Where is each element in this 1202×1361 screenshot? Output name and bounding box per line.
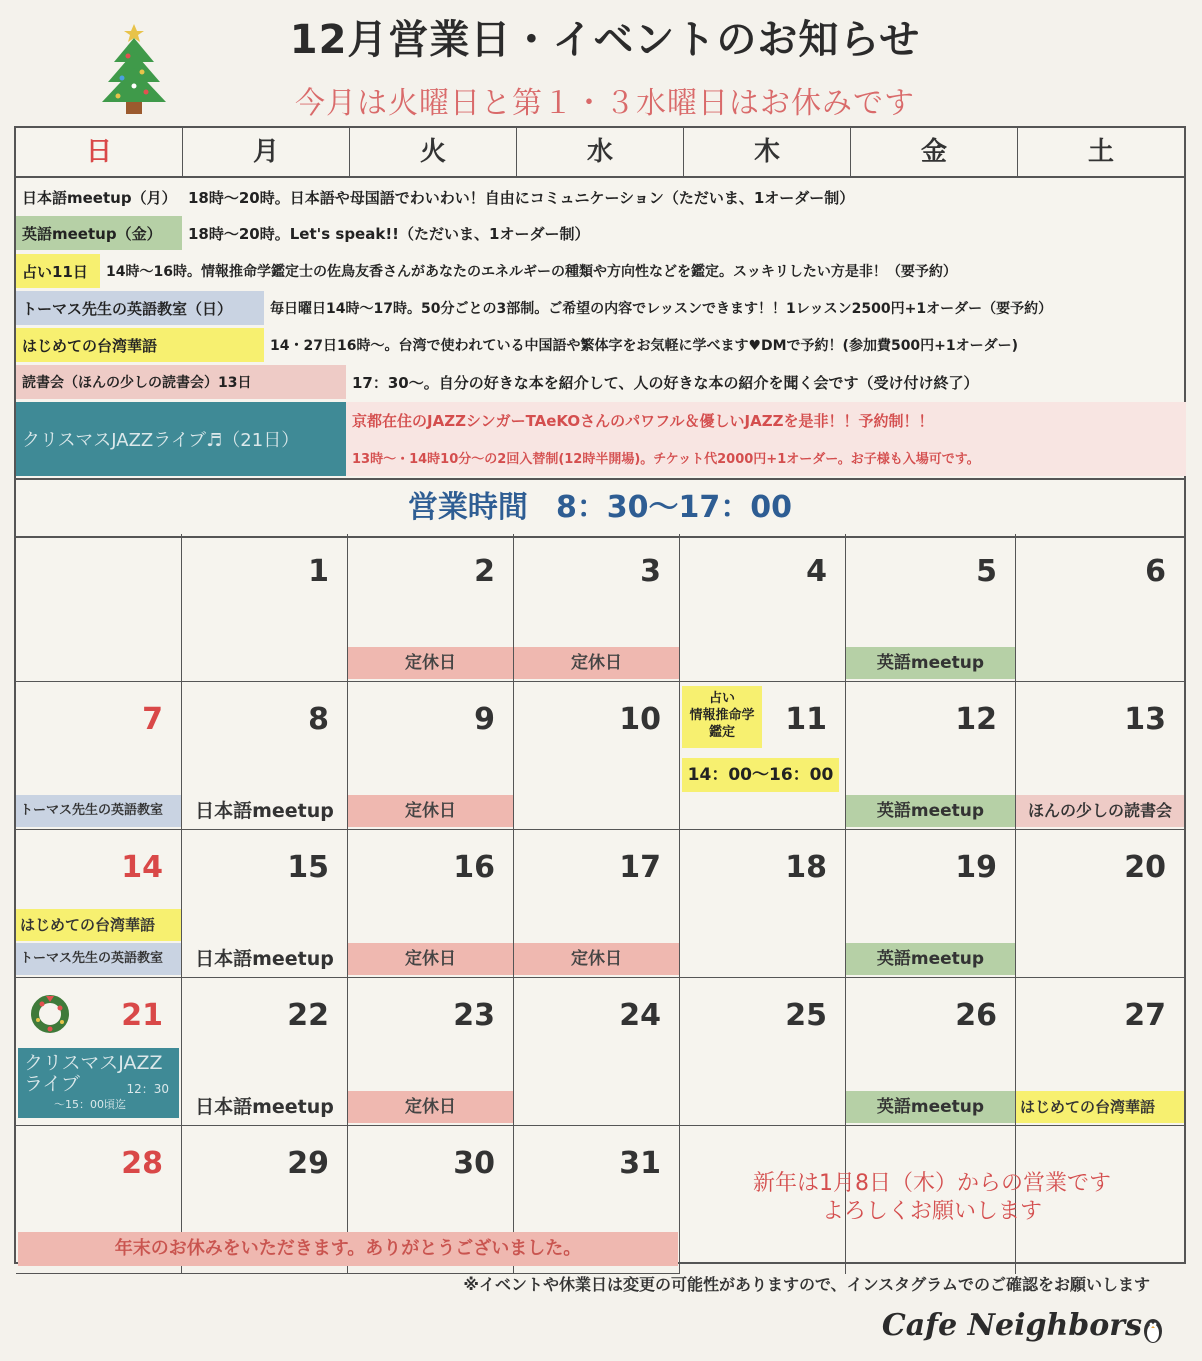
info-desc: 18時〜20時。Let's speak!!（ただいま、1オーダー制）	[188, 224, 590, 243]
day-number: 3	[640, 554, 661, 589]
day-cell	[846, 978, 1016, 1126]
day-cell	[348, 682, 514, 830]
english-meetup-badge: 英語meetup	[846, 1091, 1015, 1123]
day-number: 25	[785, 998, 827, 1033]
fortune-time: 14：00〜16：00	[682, 758, 839, 792]
thomas-english-badge: トーマス先生の英語教室	[16, 795, 181, 827]
info-desc: 17：30〜。自分の好きな本を紹介して、人の好きな本の紹介を聞く会です（受け付け終了）	[352, 373, 979, 392]
day-number: 15	[287, 850, 329, 885]
day-cell	[16, 830, 182, 978]
info-row-book-club	[16, 365, 1184, 399]
taiwan-chinese-badge: はじめての台湾華語	[16, 909, 181, 941]
day-number: 28	[121, 1146, 163, 1181]
day-number: 30	[453, 1146, 495, 1181]
weekday-tue: 火	[350, 128, 517, 176]
day-cell	[348, 830, 514, 978]
info-desc: 14・27日16時〜。台湾で使われている中国語や繁体字をお気軽に学べます♥DMで予約！(参加費500円+1オーダー)	[270, 338, 1019, 354]
day-number: 18	[785, 850, 827, 885]
hours-label: 営業時間	[407, 490, 528, 525]
day-number: 10	[619, 702, 661, 737]
info-tag: はじめての台湾華語	[16, 328, 264, 362]
day-cell	[680, 830, 846, 978]
day-number: 16	[453, 850, 495, 885]
day-cell	[680, 682, 846, 830]
info-tag: 英語meetup（金）	[16, 216, 182, 250]
day-number: 7	[142, 702, 163, 737]
day-cell	[16, 682, 182, 830]
info-row-taiwan-chinese	[16, 328, 1184, 362]
weekday-sat: 土	[1087, 137, 1114, 167]
closed-badge: 定休日	[514, 647, 679, 679]
page-title: 12月営業日・イベントのお知らせ	[289, 17, 921, 63]
new-year-line-2: よろしくお願いします	[821, 1199, 1042, 1224]
info-row-fortune	[16, 254, 1184, 288]
day-number: 29	[287, 1146, 329, 1181]
weekday-thu: 木	[684, 128, 851, 176]
day-number: 5	[976, 554, 997, 589]
day-cell	[182, 682, 348, 830]
day-cell	[514, 978, 680, 1126]
jazz-cell-title-2: ライブ	[24, 1073, 80, 1095]
day-number: 21	[121, 998, 163, 1033]
day-number: 9	[474, 702, 495, 737]
day-number: 14	[121, 850, 163, 885]
day-cell	[514, 534, 680, 682]
weekday-sun: 日	[16, 128, 183, 176]
day-number: 20	[1124, 850, 1166, 885]
fortune-text: 情報推命学	[689, 708, 755, 723]
weekday-wed: 水	[517, 128, 684, 176]
info-row-japanese-meetup	[16, 180, 1184, 214]
english-meetup-badge: 英語meetup	[846, 795, 1015, 827]
day-number: 23	[453, 998, 495, 1033]
info-tag: 日本語meetup（月）	[22, 188, 177, 207]
day-cell	[1016, 978, 1184, 1126]
jazz-cell-time: 12：30	[126, 1082, 169, 1096]
day-cell	[680, 978, 846, 1126]
closed-badge: 定休日	[348, 795, 513, 827]
jazz-cell-time-2: 〜15：00頃迄	[54, 1098, 126, 1111]
fortune-text: 鑑定	[708, 725, 735, 740]
weekday-header	[16, 128, 1184, 178]
day-cell	[846, 682, 1016, 830]
japanese-meetup-badge: 日本語meetup	[195, 800, 334, 822]
info-tag: トーマス先生の英語教室（日）	[16, 291, 264, 325]
japanese-meetup-badge: 日本語meetup	[195, 948, 334, 970]
day-number: 12	[955, 702, 997, 737]
day-cell	[1016, 682, 1184, 830]
day-number: 22	[287, 998, 329, 1033]
day-cell	[514, 830, 680, 978]
christmas-tree-icon	[98, 20, 170, 116]
day-cell	[348, 978, 514, 1126]
weekday-mon: 月	[183, 128, 350, 176]
day-cell	[16, 534, 182, 682]
weekday-fri: 金	[851, 128, 1018, 176]
info-desc: 毎日曜日14時〜17時。50分ごとの3部制。ご希望の内容でレッスンできます！！1レッスン2500円+1オーダー（要予約）	[270, 301, 1053, 317]
year-end-banner: 年末のお休みをいただきます。ありがとうございました。	[18, 1232, 678, 1266]
day-number: 31	[619, 1146, 661, 1181]
page-subtitle: 今月は火曜日と第１・３水曜日はお休みです	[295, 86, 915, 121]
jazz-live-badge	[18, 1048, 179, 1118]
info-tag: 読書会（ほんの少しの読書会）13日	[16, 365, 346, 399]
info-desc: 14時〜16時。情報推命学鑑定士の佐鳥友香さんがあなたのエネルギーの種類や方向性などを鑑定。スッキリしたい方是非！（要予約）	[106, 264, 957, 280]
day-number: 4	[806, 554, 827, 589]
closed-badge: 定休日	[514, 943, 679, 975]
info-tag: 占い11日	[16, 254, 100, 288]
jazz-cell-title: クリスマスJAZZ	[24, 1052, 163, 1074]
cafe-logo: Cafe Neighbors	[881, 1308, 1142, 1343]
thomas-english-badge: トーマス先生の英語教室	[16, 943, 181, 975]
english-meetup-badge: 英語meetup	[846, 943, 1015, 975]
closed-badge: 定休日	[348, 647, 513, 679]
info-row-jazz-live	[16, 402, 1184, 476]
closed-badge: 定休日	[348, 943, 513, 975]
day-number: 19	[955, 850, 997, 885]
day-number: 1	[308, 554, 329, 589]
day-cell	[182, 978, 348, 1126]
info-row-thomas-english	[16, 291, 1184, 325]
english-meetup-badge: 英語meetup	[846, 647, 1015, 679]
day-number: 8	[308, 702, 329, 737]
new-year-message	[680, 1170, 1184, 1226]
new-year-line-1: 新年は1月8日（木）からの営業です	[753, 1171, 1111, 1196]
penguin-icon	[1142, 1314, 1164, 1344]
day-number: 6	[1145, 554, 1166, 589]
day-number: 13	[1124, 702, 1166, 737]
day-number: 27	[1124, 998, 1166, 1033]
closed-badge: 定休日	[348, 1091, 513, 1123]
book-club-badge: ほんの少しの読書会	[1016, 795, 1184, 827]
day-cell	[1016, 830, 1184, 978]
business-hours	[16, 478, 1184, 538]
taiwan-chinese-badge: はじめての台湾華語	[1016, 1091, 1184, 1123]
day-cell	[846, 534, 1016, 682]
day-cell	[680, 534, 846, 682]
day-number: 17	[619, 850, 661, 885]
wreath-icon	[30, 994, 70, 1034]
day-cell	[348, 534, 514, 682]
day-number: 11	[785, 702, 827, 737]
day-cell	[182, 534, 348, 682]
day-cell	[514, 682, 680, 830]
day-cell	[182, 830, 348, 978]
footer-note: ※イベントや休業日は変更の可能性がありますので、インスタグラムでのご確認をお願いします	[463, 1275, 1150, 1294]
day-cell	[1016, 534, 1184, 682]
day-number: 26	[955, 998, 997, 1033]
fortune-text: 占い	[708, 691, 735, 706]
japanese-meetup-badge: 日本語meetup	[195, 1096, 334, 1118]
day-cell	[846, 830, 1016, 978]
info-tag-jazz: クリスマスJAZZライブ♬（21日）	[16, 402, 346, 476]
fortune-badge	[682, 686, 762, 748]
day-cell	[16, 978, 182, 1126]
jazz-line-1: 京都在住のJAZZシンガーTAeKOさんのパワフル＆優しいJAZZを是非！！予約制！！	[346, 402, 1186, 439]
calendar-frame	[14, 126, 1186, 1264]
info-desc: 18時〜20時。日本語や母国語でわいわい！自由にコミュニケーション（ただいま、1オーダー制）	[188, 188, 855, 207]
day-number: 2	[474, 554, 495, 589]
hours-value: 8：30〜17：00	[555, 490, 793, 525]
info-row-english-meetup	[16, 216, 1184, 250]
jazz-line-2: 13時〜・14時10分〜の2回入替制(12時半開場)。チケット代2000円+1オーダー。お子様も入場可です。	[346, 439, 1186, 476]
day-number: 24	[619, 998, 661, 1033]
